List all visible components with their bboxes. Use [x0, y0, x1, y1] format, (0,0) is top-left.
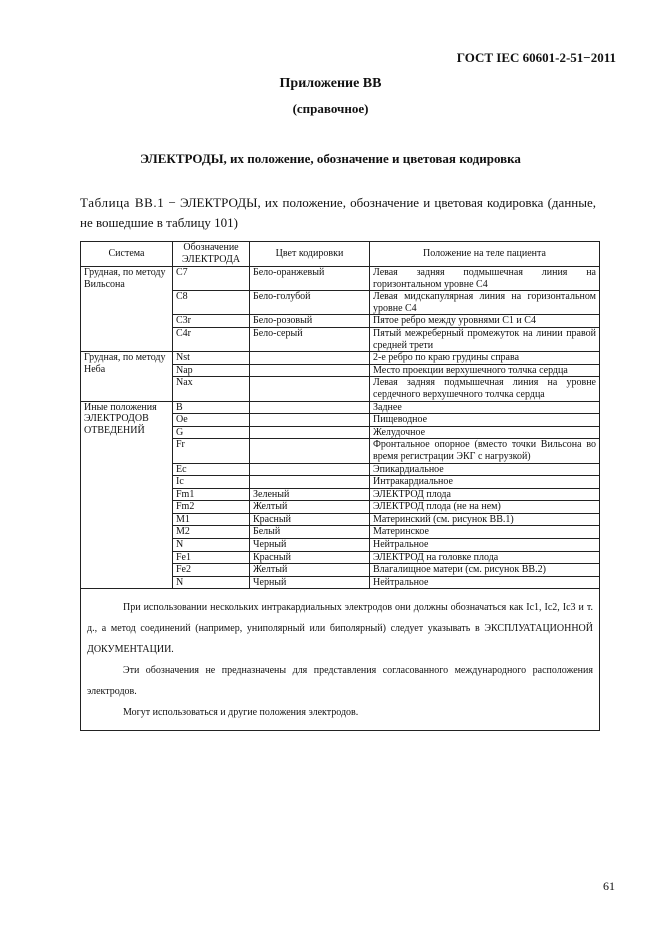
code-cell: G: [173, 426, 250, 439]
position-cell: Пищеводное: [370, 414, 600, 427]
standard-header: ГОСТ IEC 60601-2-51−2011: [456, 50, 616, 65]
code-cell: C8: [173, 291, 250, 315]
code-cell: B: [173, 401, 250, 414]
table-row: [81, 267, 600, 291]
color-cell: Черный: [250, 539, 370, 552]
code-cell: C7: [173, 267, 250, 291]
table-header-row: [81, 242, 600, 267]
table-caption-lead: Таблица ВВ.1: [80, 195, 165, 210]
color-cell: Бело-серый: [250, 327, 370, 351]
electrodes-table: [80, 241, 600, 731]
position-cell: Эпикардиальное: [370, 463, 600, 476]
system-cell: Иные положения ЭЛЕКТРОДОВ ОТВЕДЕНИЙ: [81, 401, 173, 589]
color-cell: [250, 352, 370, 365]
color-cell: [250, 414, 370, 427]
code-cell: Fe1: [173, 551, 250, 564]
code-cell: C3r: [173, 315, 250, 328]
position-cell: ЭЛЕКТРОД на головке плода: [370, 551, 600, 564]
color-cell: Зеленый: [250, 488, 370, 501]
table-row: [81, 352, 600, 365]
color-cell: [250, 401, 370, 414]
table-body: [81, 267, 600, 589]
code-cell: Fr: [173, 439, 250, 463]
color-cell: Красный: [250, 513, 370, 526]
position-cell: Интракардиальное: [370, 476, 600, 489]
code-cell: Oe: [173, 414, 250, 427]
code-cell: Fe2: [173, 564, 250, 577]
position-cell: Влагалищное матери (см. рисунок ВВ.2): [370, 564, 600, 577]
position-cell: Заднее: [370, 401, 600, 414]
code-cell: N: [173, 576, 250, 589]
position-cell: ЭЛЕКТРОД плода: [370, 488, 600, 501]
code-cell: C4r: [173, 327, 250, 351]
annex-title: Приложение ВВ: [279, 76, 382, 91]
note-paragraph: Эти обозначения не предназначены для представления согласованного международного расположения электродов.: [87, 665, 593, 698]
note-paragraph: Могут использоваться и другие положения электродов.: [123, 707, 359, 719]
position-cell: Левая задняя подмышечная линия на уровне сердечного верхушечного толчка сердца: [370, 377, 600, 401]
code-cell: Nst: [173, 352, 250, 365]
table-caption: [80, 193, 596, 233]
position-cell: Левая задняя подмышечная линия на горизонтальном уровне C4: [370, 267, 600, 291]
position-cell: Нейтральное: [370, 539, 600, 552]
code-cell: Fm2: [173, 501, 250, 514]
color-cell: [250, 364, 370, 377]
code-cell: M1: [173, 513, 250, 526]
position-cell: Пятое ребро между уровнями C1 и C4: [370, 315, 600, 328]
column-header: Система: [81, 242, 173, 267]
code-cell: Fm1: [173, 488, 250, 501]
code-cell: Nax: [173, 377, 250, 401]
system-cell: Грудная, по методу Неба: [81, 352, 173, 401]
column-header: Обозначение ЭЛЕКТРОДА: [173, 242, 250, 267]
system-cell: Грудная, по методу Вильсона: [81, 267, 173, 352]
section-title: ЭЛЕКТРОДЫ, их положение, обозначение и цветовая кодировка: [140, 151, 521, 166]
position-cell: ЭЛЕКТРОД плода (не на нем): [370, 501, 600, 514]
table-caption-text: − ЭЛЕКТРОДЫ, их положение, обозначение и цветовая кодировка (данные, не вошедшие в таблицу 101): [80, 195, 596, 230]
color-cell: [250, 439, 370, 463]
position-cell: Фронтальное опорное (вместо точки Вильсона во время регистрации ЭКГ с нагрузкой): [370, 439, 600, 463]
color-cell: Белый: [250, 526, 370, 539]
position-cell: Пятый межреберный промежуток на линии правой средней трети: [370, 327, 600, 351]
annex-kind: (справочное): [292, 101, 369, 116]
page-number: 61: [603, 879, 615, 893]
color-cell: Бело-голубой: [250, 291, 370, 315]
position-cell: Левая мидскапулярная линия на горизонтальном уровне C4: [370, 291, 600, 315]
table-row: [81, 401, 600, 414]
color-cell: Желтый: [250, 501, 370, 514]
position-cell: Материнское: [370, 526, 600, 539]
color-cell: [250, 476, 370, 489]
code-cell: Ic: [173, 476, 250, 489]
color-cell: Бело-оранжевый: [250, 267, 370, 291]
column-header: Положение на теле пациента: [370, 242, 600, 267]
color-cell: Желтый: [250, 564, 370, 577]
column-header: Цвет кодировки: [250, 242, 370, 267]
position-cell: Материнский (см. рисунок ВВ.1): [370, 513, 600, 526]
color-cell: [250, 426, 370, 439]
color-cell: Красный: [250, 551, 370, 564]
color-cell: Бело-розовый: [250, 315, 370, 328]
code-cell: Ec: [173, 463, 250, 476]
color-cell: Черный: [250, 576, 370, 589]
position-cell: Место проекции верхушечного толчка сердца: [370, 364, 600, 377]
notes-row: [81, 589, 600, 731]
position-cell: 2-е ребро по краю грудины справа: [370, 352, 600, 365]
code-cell: N: [173, 539, 250, 552]
code-cell: Nap: [173, 364, 250, 377]
position-cell: Желудочное: [370, 426, 600, 439]
color-cell: [250, 377, 370, 401]
position-cell: Нейтральное: [370, 576, 600, 589]
code-cell: M2: [173, 526, 250, 539]
color-cell: [250, 463, 370, 476]
notes-cell: [81, 589, 600, 731]
note-paragraph: При использовании нескольких интракардиальных электродов они должны обозначаться как Ic1, Ic2, Ic3 и т. д., а метод соединений (например, униполярный или биполярный) следует указывать в ЭКСПЛУАТАЦИОННОЙ ДОКУМЕНТАЦИИ.: [87, 602, 593, 656]
